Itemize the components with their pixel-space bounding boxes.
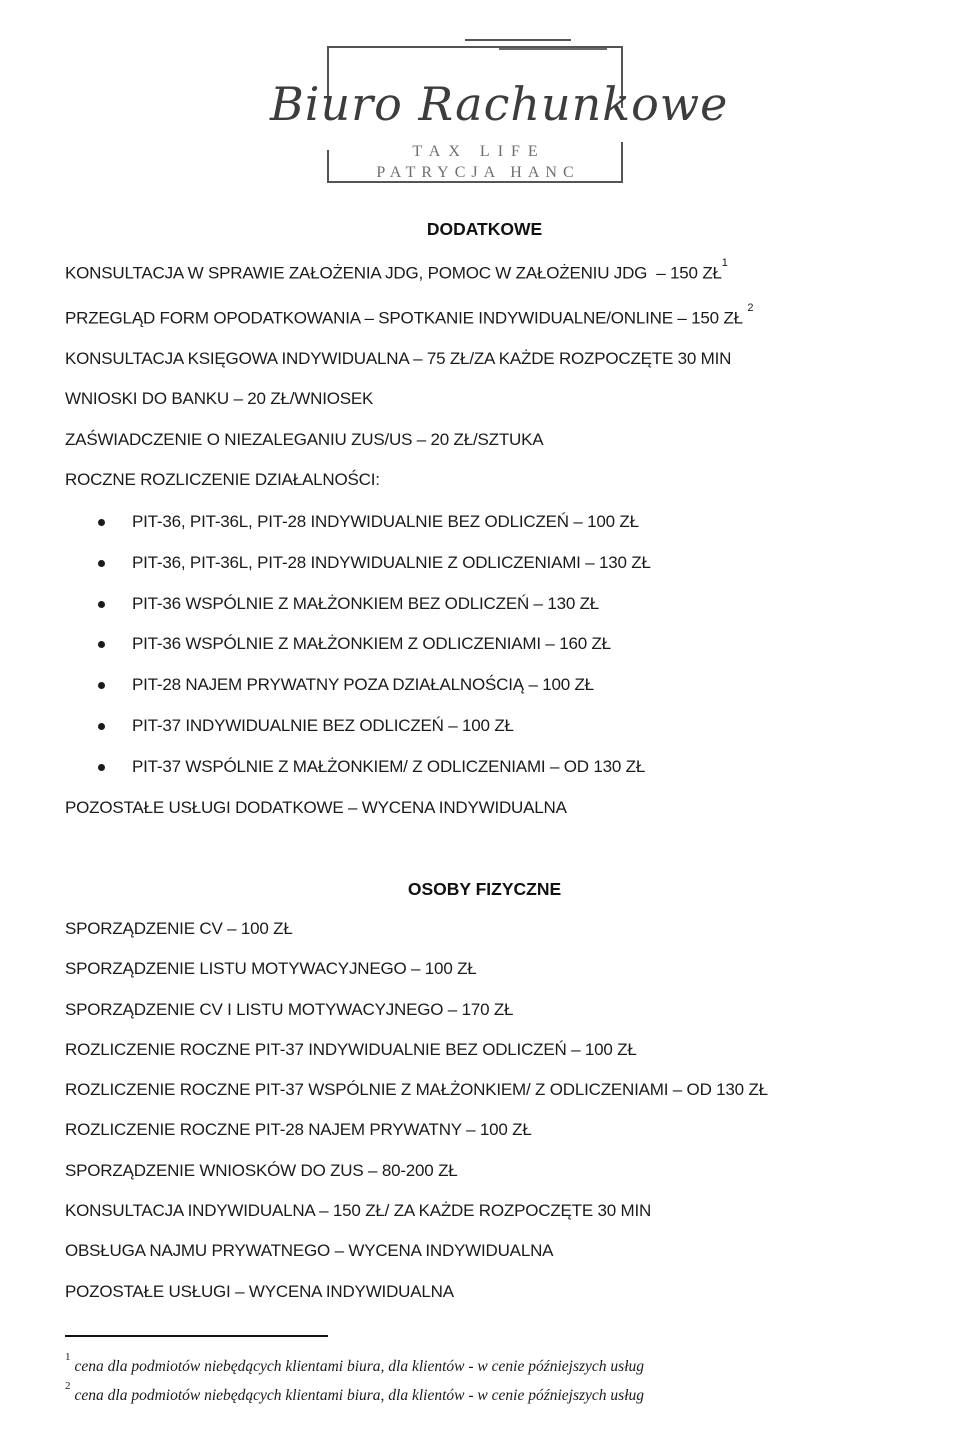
list-item: PIT-36 WSPÓLNIE Z MAŁŻONKIEM Z ODLICZENIAMI – 160 ZŁ xyxy=(65,624,904,665)
footnote-marker-2: 2 xyxy=(65,1380,71,1393)
footnote-ref-2: 2 xyxy=(747,301,754,314)
logo-decor-line-top xyxy=(465,39,571,41)
price-line: ROCZNE ROZLICZENIE DZIAŁALNOŚCI: xyxy=(65,469,380,489)
bullet-icon xyxy=(98,519,105,526)
footnote-2: $^2$cena dla podmiotów niebędących klientami biura, dla klientów - w cenie późniejszych usług xyxy=(65,1380,645,1405)
bullet-icon xyxy=(98,764,105,771)
list-item: PIT-37 WSPÓLNIE Z MAŁŻONKIEM/ Z ODLICZENIAMI – OD 130 ZŁ xyxy=(65,747,904,788)
price-line: SPORZĄDZENIE CV I LISTU MOTYWACYJNEGO – 170 ZŁ xyxy=(65,999,514,1019)
price-line: SPORZĄDZENIE WNIOSKÓW DO ZUS – 80-200 ZŁ xyxy=(65,1160,458,1180)
list-item: PIT-36, PIT-36L, PIT-28 INDYWIDUALNIE Z ODLICZENIAMI – 130 ZŁ xyxy=(65,543,904,584)
pit-bullet-list xyxy=(65,502,904,788)
list-item: PIT-28 NAJEM PRYWATNY POZA DZIAŁALNOŚCIĄ – 100 ZŁ xyxy=(65,665,904,706)
price-line: POZOSTAŁE USŁUGI DODATKOWE – WYCENA INDYWIDUALNA xyxy=(65,797,567,817)
footnotes-area xyxy=(65,1335,904,1408)
section-heading-dodatkowe: DODATKOWE xyxy=(426,219,543,239)
list-item: PIT-37 INDYWIDUALNIE BEZ ODLICZEŃ – 100 ZŁ xyxy=(65,706,904,747)
price-line: PRZEGLĄD FORM OPODATKOWANIA – SPOTKANIE INDYWIDUALNE/ONLINE – 150 ZŁ $^2$ xyxy=(65,301,754,328)
logo-decor-line-bottom xyxy=(499,48,607,50)
price-line: ROZLICZENIE ROCZNE PIT-28 NAJEM PRYWATNY – 100 ZŁ xyxy=(65,1120,532,1140)
bullet-icon xyxy=(98,682,105,689)
footnote-separator xyxy=(65,1335,328,1337)
price-line: WNIOSKI DO BANKU – 20 ZŁ/WNIOSEK xyxy=(65,389,374,409)
bullet-icon xyxy=(98,723,105,730)
price-line: KONSULTACJA KSIĘGOWA INDYWIDUALNA – 75 ZŁ/ZA KAŻDE ROZPOCZĘTE 30 MIN xyxy=(65,348,732,368)
section-heading-osoby-fizyczne: OSOBY FIZYCZNE xyxy=(407,878,562,899)
price-line: ZAŚWIADCZENIE O NIEZALEGANIU ZUS/US – 20 ZŁ/SZTUKA xyxy=(65,429,544,449)
bullet-icon xyxy=(98,641,105,648)
footnote-marker-1: 1 xyxy=(65,1351,71,1363)
bullet-icon xyxy=(98,560,105,567)
logo-subtitle-tax-life: TAX LIFE xyxy=(412,143,546,160)
price-line: OBSŁUGA NAJMU PRYWATNEGO – WYCENA INDYWIDUALNA xyxy=(65,1241,554,1261)
list-item: PIT-36 WSPÓLNIE Z MAŁŻONKIEM BEZ ODLICZEŃ – 130 ZŁ xyxy=(65,584,904,625)
logo-script-name: Biuro Rachunkowe xyxy=(270,77,729,131)
price-list-content xyxy=(65,209,904,1312)
price-line: KONSULTACJA W SPRAWIE ZAŁOŻENIA JDG, POMOC W ZAŁOŻENIU JDG – 150 ZŁ$^1$ xyxy=(65,257,728,283)
footnote-1: $^1$cena dla podmiotów niebędących klientami biura, dla klientów - w cenie późniejszych usług xyxy=(65,1351,645,1376)
price-line: POZOSTAŁE USŁUGI – WYCENA INDYWIDUALNA xyxy=(65,1281,454,1301)
price-line: SPORZĄDZENIE CV – 100 ZŁ xyxy=(65,918,293,938)
list-item: PIT-36, PIT-36L, PIT-28 INDYWIDUALNIE BEZ ODLICZEŃ – 100 ZŁ xyxy=(65,502,904,543)
price-line: KONSULTACJA INDYWIDUALNA – 150 ZŁ/ ZA KAŻDE ROZPOCZĘTE 30 MIN xyxy=(65,1201,652,1221)
price-line: ROZLICZENIE ROCZNE PIT-37 INDYWIDUALNIE BEZ ODLICZEŃ – 100 ZŁ xyxy=(65,1039,637,1059)
price-line: ROZLICZENIE ROCZNE PIT-37 WSPÓLNIE Z MAŁŻONKIEM/ Z ODLICZENIAMI – OD 130 ZŁ xyxy=(65,1080,768,1100)
logo-subtitle-owner-name: PATRYCJA HANC xyxy=(376,164,580,181)
price-line: SPORZĄDZENIE LISTU MOTYWACYJNEGO – 100 ZŁ xyxy=(65,959,477,979)
footnote-ref-1: 1 xyxy=(721,257,728,269)
bullet-icon xyxy=(98,601,105,608)
company-logo xyxy=(0,0,969,205)
